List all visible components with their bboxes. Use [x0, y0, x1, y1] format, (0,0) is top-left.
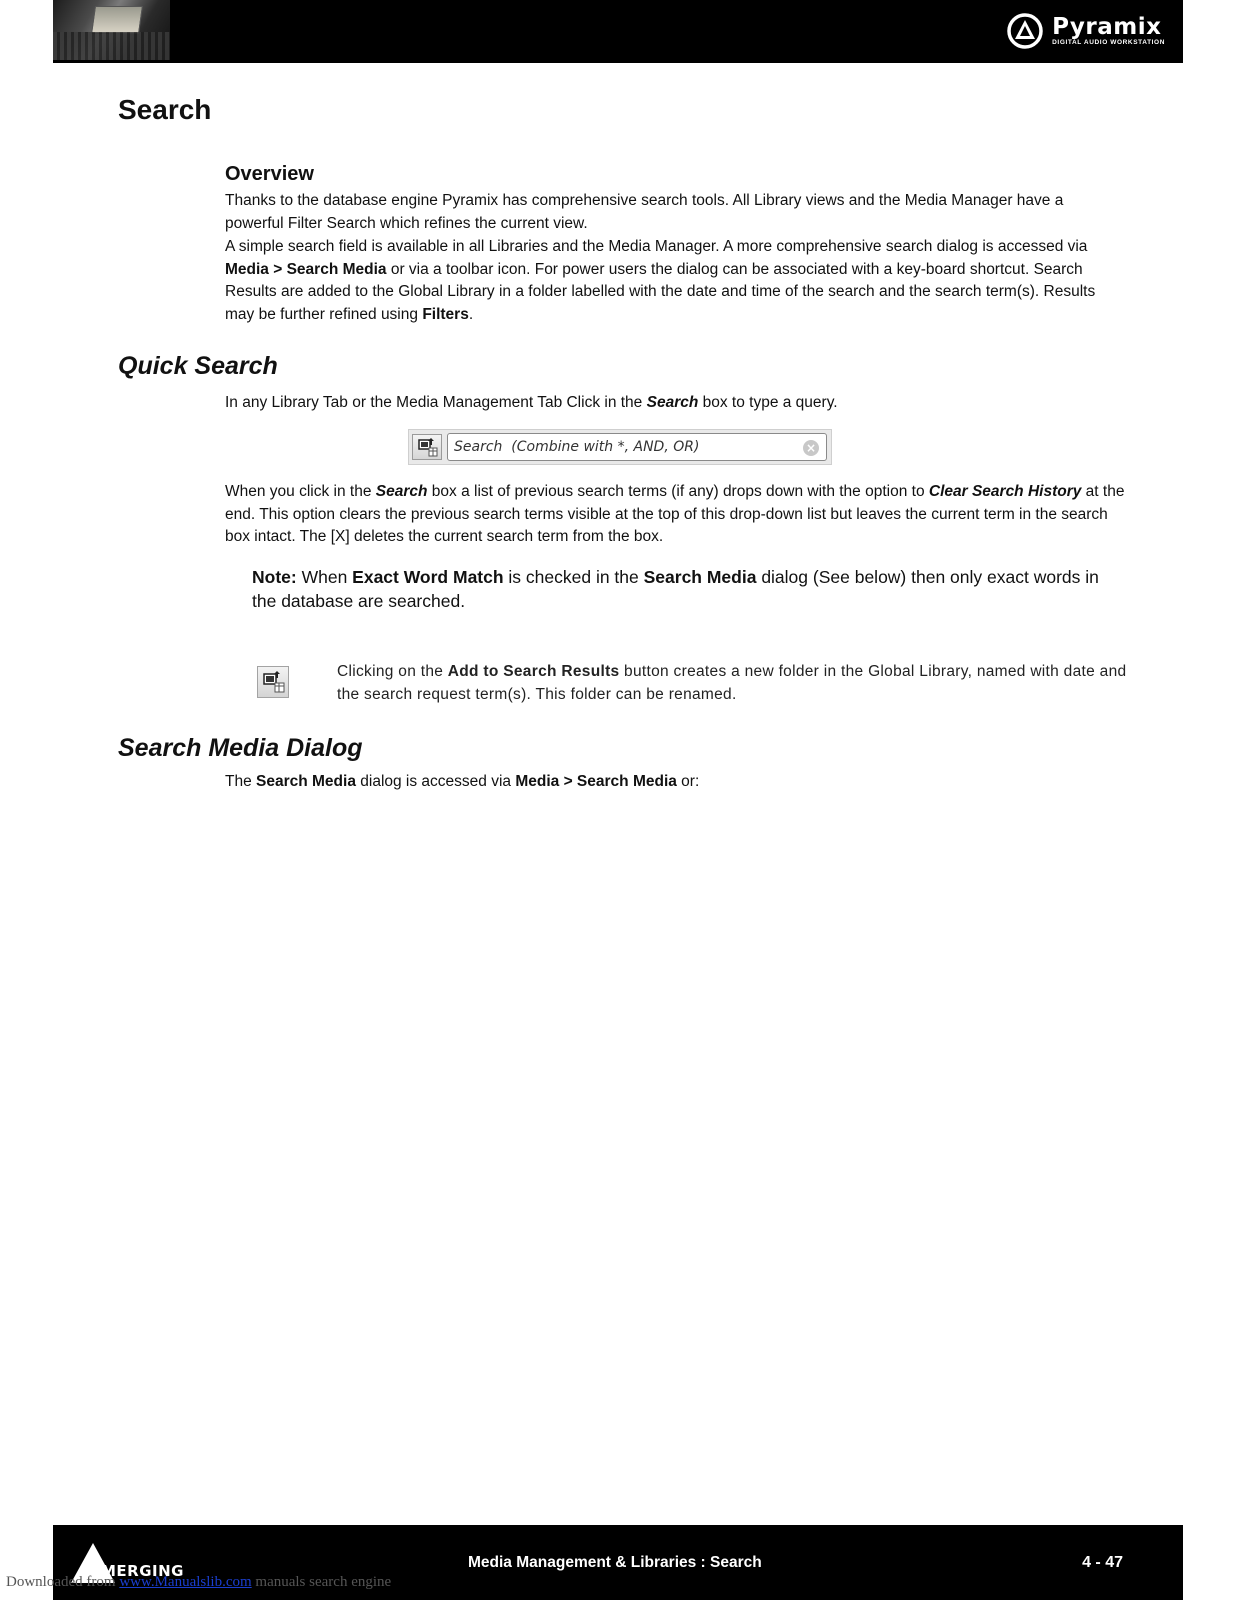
text-run: When you click in the	[225, 483, 376, 500]
add-to-search-results-icon	[413, 435, 441, 459]
text-run: at the end. This option clears the previous search terms visible at the top of this drop-down list but leaves the current term in the search box intact. The [X] deletes the current search term from the box.	[225, 483, 1125, 546]
page-title: Search	[118, 94, 212, 125]
exact-word-match-term: Exact Word Match	[352, 567, 504, 587]
text-run: button creates a new folder in the Global Library, named with date and the search request term(s). This folder can be renamed.	[337, 663, 1127, 703]
text-run: or via a toolbar icon. For power users the dialog can be associated with a key-board shortcut. Search Results are added to the Global Library in a folder labelled with the date and time of the search and the search term(s). Results may be further refined using	[225, 260, 1096, 324]
text-run: is checked in the	[503, 567, 644, 587]
text-run: dialog (See below) then only exact words in the database are searched.	[252, 567, 1099, 611]
search-input[interactable]	[447, 433, 827, 461]
page-number: 4 - 47	[1082, 1554, 1123, 1571]
search-media-dialog-paragraph	[225, 771, 1125, 794]
text-run: .	[468, 306, 474, 324]
add-to-search-results-button[interactable]	[412, 434, 442, 460]
menu-path: Media > Search Media	[515, 773, 677, 790]
manualslib-link[interactable]: www.Manualslib.com	[119, 1574, 252, 1590]
add-to-search-results-description	[337, 661, 1137, 706]
quick-search-heading: Quick Search	[118, 352, 278, 380]
filters-term: Filters	[422, 306, 469, 324]
text-run: A simple search field is available in all Libraries and the Media Manager. A more comprehensive search dialog is accessed via	[225, 238, 1088, 255]
search-term: Search	[646, 394, 699, 411]
search-toolbar-strip	[408, 429, 832, 465]
header-photo-screen	[91, 6, 143, 34]
text-run: The	[225, 773, 257, 790]
header-photo-desk	[53, 32, 170, 60]
text-run: or:	[676, 773, 700, 790]
menu-path: Media > Search Media	[225, 260, 387, 278]
text-run: dialog is accessed via	[355, 773, 516, 790]
text-run: box a list of previous search terms (if any) drops down with the option to	[427, 483, 929, 500]
note-label: Note:	[252, 567, 297, 587]
text-run: Downloaded from	[6, 1574, 120, 1590]
search-media-dialog-heading: Search Media Dialog	[118, 734, 363, 762]
text-run: When	[296, 567, 353, 587]
overview-heading: Overview	[225, 163, 314, 185]
text-run: Clicking on the	[337, 663, 448, 680]
download-watermark	[6, 1574, 391, 1591]
text-run: In any Library Tab or the Media Management Tab Click in the	[225, 394, 647, 411]
logo-subtitle: DIGITAL AUDIO WORKSTATION	[1052, 39, 1165, 46]
search-media-term: Search Media	[256, 773, 356, 790]
overview-paragraph-2	[225, 236, 1125, 327]
quick-search-dropdown-paragraph	[225, 481, 1125, 549]
pyramix-logo-icon	[1006, 12, 1044, 50]
add-to-search-results-term: Add to Search Results	[447, 663, 620, 680]
merging-logo-text: MERGING	[101, 1562, 184, 1580]
quick-search-intro	[225, 392, 1125, 415]
text-run: box to type a query.	[698, 394, 838, 411]
search-term: Search	[375, 483, 428, 500]
clear-search-history-term: Clear Search History	[928, 483, 1082, 500]
header-photo	[53, 0, 170, 60]
footer-section-title: Media Management & Libraries : Search	[468, 1554, 762, 1571]
search-media-term: Search Media	[643, 567, 757, 587]
text-run: manuals search engine	[251, 1574, 392, 1590]
note-exact-word-match	[252, 565, 1112, 613]
header-bar	[53, 0, 1183, 63]
logo-name: Pyramix	[1052, 14, 1162, 40]
add-to-search-results-icon-large	[257, 666, 289, 698]
pyramix-logo	[1006, 10, 1165, 52]
add-to-search-results-glyph	[258, 667, 288, 697]
overview-paragraph-1: Thanks to the database engine Pyramix has comprehensive search tools. All Library views and the Media Manager have a powerful Filter Search which refines the current view.	[225, 192, 1064, 232]
clear-search-icon[interactable]: ×	[803, 440, 819, 456]
